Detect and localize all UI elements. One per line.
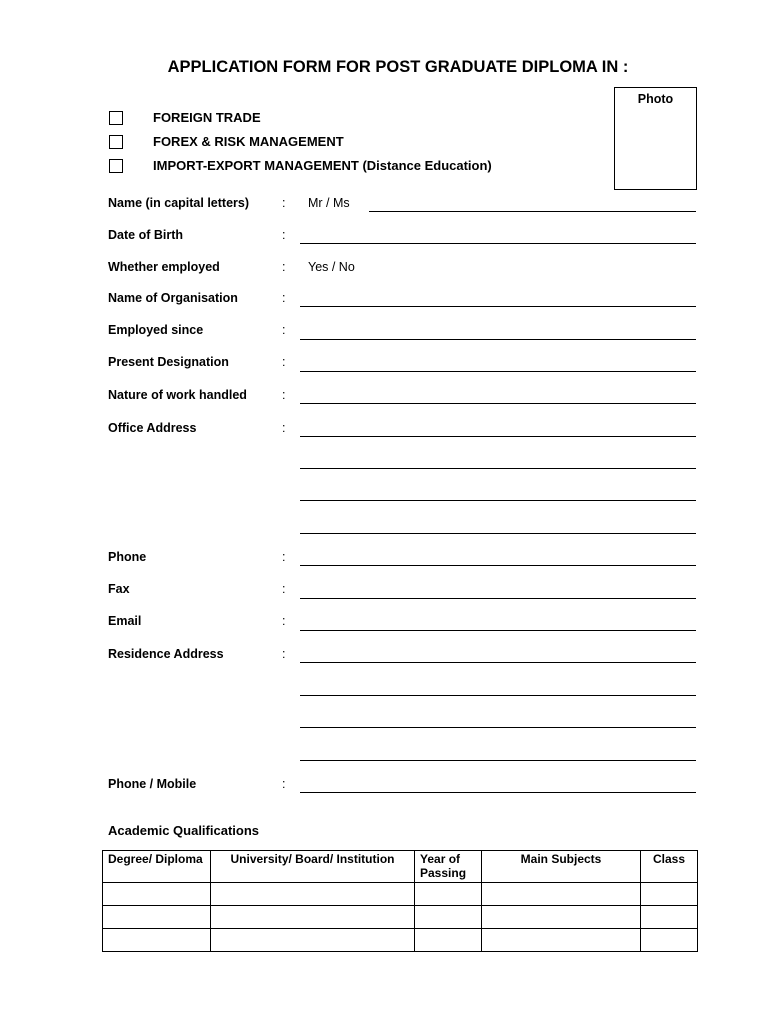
employed-since-field[interactable]	[300, 339, 696, 340]
residence-address-line-2[interactable]	[300, 695, 696, 696]
residence-address-line-4[interactable]	[300, 760, 696, 761]
label-name: Name (in capital letters)	[108, 196, 250, 210]
colon: :	[282, 647, 286, 661]
phone-field[interactable]	[300, 565, 696, 566]
label-whether-employed: Whether employed	[108, 260, 220, 274]
email-field[interactable]	[300, 630, 696, 631]
colon: :	[282, 323, 286, 337]
office-address-line-1[interactable]	[300, 436, 696, 437]
colon: :	[282, 582, 286, 596]
table-cell[interactable]	[211, 883, 415, 906]
colon: :	[282, 260, 286, 274]
table-cell[interactable]	[103, 883, 211, 906]
table-cell[interactable]	[103, 929, 211, 952]
column-header-degree: Degree/ Diploma	[103, 851, 211, 883]
designation-field[interactable]	[300, 371, 696, 372]
colon: :	[282, 196, 286, 210]
label-office-address: Office Address	[108, 421, 197, 435]
course-label-import-export-management: IMPORT-EXPORT MANAGEMENT (Distance Education)	[153, 158, 492, 173]
organisation-field[interactable]	[300, 306, 696, 307]
office-address-line-4[interactable]	[300, 533, 696, 534]
table-row	[103, 883, 698, 906]
colon: :	[282, 228, 286, 242]
label-present-designation: Present Designation	[108, 355, 229, 369]
table-cell[interactable]	[211, 906, 415, 929]
academic-qualifications-table	[102, 850, 698, 952]
residence-address-line-1[interactable]	[300, 662, 696, 663]
table-cell[interactable]	[641, 929, 698, 952]
colon: :	[282, 291, 286, 305]
label-name-of-organisation: Name of Organisation	[108, 291, 238, 305]
table-cell[interactable]	[641, 883, 698, 906]
label-email: Email	[108, 614, 142, 628]
colon: :	[282, 355, 286, 369]
name-prefix: Mr / Ms	[308, 196, 350, 210]
photo-box[interactable]	[614, 87, 697, 190]
label-nature-of-work: Nature of work handled	[108, 388, 247, 402]
name-field[interactable]	[369, 211, 696, 212]
checkbox-foreign-trade[interactable]	[109, 111, 123, 125]
table-cell[interactable]	[482, 929, 641, 952]
course-label-forex-risk-management: FOREX & RISK MANAGEMENT	[153, 134, 344, 149]
table-header-row	[103, 851, 698, 883]
column-header-year-of-passing: Year of Passing	[415, 851, 482, 883]
table-cell[interactable]	[415, 883, 482, 906]
column-header-class: Class	[641, 851, 698, 883]
table-cell[interactable]	[482, 906, 641, 929]
office-address-line-2[interactable]	[300, 468, 696, 469]
label-fax: Fax	[108, 582, 130, 596]
residence-address-line-3[interactable]	[300, 727, 696, 728]
table-cell[interactable]	[482, 883, 641, 906]
table-row	[103, 929, 698, 952]
table-cell[interactable]	[415, 906, 482, 929]
colon: :	[282, 421, 286, 435]
column-header-main-subjects: Main Subjects	[482, 851, 641, 883]
label-residence-address: Residence Address	[108, 647, 224, 661]
label-phone-mobile: Phone / Mobile	[108, 777, 197, 791]
colon: :	[282, 777, 286, 791]
office-address-line-3[interactable]	[300, 500, 696, 501]
label-phone: Phone	[108, 550, 147, 564]
column-header-university: University/ Board/ Institution	[211, 851, 415, 883]
nature-of-work-field[interactable]	[300, 403, 696, 404]
table-row	[103, 906, 698, 929]
whether-employed-options[interactable]: Yes / No	[308, 260, 355, 274]
label-employed-since: Employed since	[108, 323, 204, 337]
table-cell[interactable]	[211, 929, 415, 952]
fax-field[interactable]	[300, 598, 696, 599]
table-cell[interactable]	[641, 906, 698, 929]
colon: :	[282, 614, 286, 628]
academic-qualifications-heading: Academic Qualifications	[108, 823, 259, 838]
phone-mobile-field[interactable]	[300, 792, 696, 793]
label-date-of-birth: Date of Birth	[108, 228, 183, 242]
checkbox-import-export-management[interactable]	[109, 159, 123, 173]
form-title: APPLICATION FORM FOR POST GRADUATE DIPLOMA IN :	[167, 58, 629, 76]
photo-label: Photo	[637, 92, 674, 106]
table-cell[interactable]	[103, 906, 211, 929]
table-cell[interactable]	[415, 929, 482, 952]
date-of-birth-field[interactable]	[300, 243, 696, 244]
checkbox-forex-risk-management[interactable]	[109, 135, 123, 149]
colon: :	[282, 388, 286, 402]
colon: :	[282, 550, 286, 564]
course-label-foreign-trade: FOREIGN TRADE	[153, 110, 261, 125]
